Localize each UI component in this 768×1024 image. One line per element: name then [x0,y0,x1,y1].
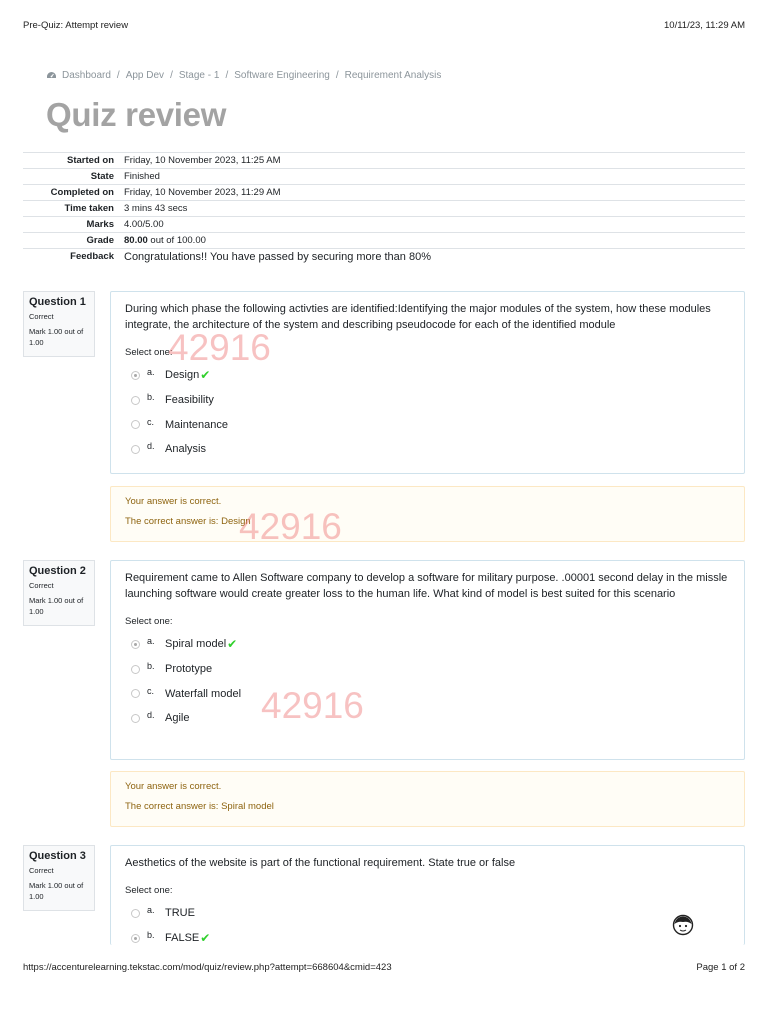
breadcrumb-dashboard[interactable]: Dashboard [62,70,111,81]
radio-button[interactable] [131,689,140,698]
answer-text: Waterfall model [165,687,242,700]
answer-list [125,632,730,731]
summary-row-marks [23,217,745,233]
answer-letter: c. [147,685,155,696]
summary-value: Friday, 10 November 2023, 11:25 AM [124,155,281,166]
answer-option[interactable] [125,363,730,388]
question-state: Correct [29,312,54,321]
answer-letter: d. [147,710,155,721]
question-info [23,560,95,626]
question-feedback [110,771,745,827]
answer-option[interactable] [125,388,730,413]
summary-row-grade [23,233,745,249]
answer-list [125,363,730,462]
question-mark: Mark 1.00 out of 1.00 [29,596,84,616]
answer-text: Design [165,369,200,382]
feedback-status: Your answer is correct. [125,496,222,507]
question-mark: Mark 1.00 out of 1.00 [29,881,84,901]
select-one-prompt: Select one: [125,347,173,358]
print-footer-page: Page 1 of 2 [696,962,745,973]
summary-value: Finished [124,171,160,182]
answer-text: Prototype [165,663,213,676]
watermark: 42916 [261,685,364,726]
summary-value [124,233,745,249]
question-number: Question 1 [29,296,86,308]
answer-option[interactable] [125,901,730,926]
answer-text: Analysis [165,443,206,456]
radio-button[interactable] [131,909,140,918]
radio-button[interactable] [131,371,140,380]
answer-option[interactable] [125,632,730,657]
summary-label: Feedback [70,251,114,262]
breadcrumb-separator: / [116,70,120,81]
breadcrumb-separator: / [335,70,339,81]
question-state: Correct [29,581,54,590]
question-content [110,845,745,945]
checkmark-icon: ✔ [200,931,211,945]
question-info [23,291,95,357]
question-info [23,845,95,911]
answer-letter: a. [147,636,155,647]
summary-label: State [90,171,114,182]
summary-row-time-taken [23,201,745,217]
watermark: 42916 [168,327,271,368]
radio-button[interactable] [131,640,140,649]
answer-letter: b. [147,392,155,403]
print-footer-url: https://accenturelearning.tekstac.com/mod/quiz/review.php?attempt=668604&cmid=423 [23,962,392,973]
answer-text: Maintenance [165,418,228,431]
breadcrumb-software-engineering[interactable]: Software Engineering [234,70,330,81]
question-mark: Mark 1.00 out of 1.00 [29,327,84,347]
answer-text: Spiral model [165,638,227,651]
answer-option[interactable] [125,657,730,682]
dashboard-gauge-icon [46,71,57,80]
answer-option[interactable] [125,681,730,706]
answer-letter: d. [147,441,155,452]
feedback-status: Your answer is correct. [125,781,222,792]
answer-option[interactable] [125,706,730,731]
select-one-prompt: Select one: [125,885,173,896]
answer-text: TRUE [165,907,195,920]
answer-option[interactable] [125,412,730,437]
answer-letter: a. [147,905,155,916]
answer-text: FALSE [165,932,200,945]
answer-text: Feasibility [165,394,214,407]
print-footer [23,962,745,976]
grade-score: 80.00 [124,235,148,246]
answer-list [125,901,730,945]
question-text: Aesthetics of the website is part of the functional requirement. State true or false [125,857,516,869]
summary-label: Marks [86,219,114,230]
radio-button[interactable] [131,445,140,454]
answer-letter: a. [147,367,155,378]
summary-label: Completed on [50,187,114,198]
breadcrumb-separator: / [225,70,229,81]
attempt-summary-table [23,152,745,265]
question-text: During which phase the following activties are identified:Identifying the major modules of the system, how these modules integrate, the architecture of the system and describing pseudocode for each of the identified module [125,303,711,331]
checkmark-icon: ✔ [200,368,211,383]
summary-value: 3 mins 43 secs [124,203,188,214]
summary-label: Time taken [64,203,114,214]
watermark: 42916 [239,506,342,547]
breadcrumb-separator: / [170,70,173,81]
question-number: Question 2 [29,565,86,577]
breadcrumb-app-dev[interactable]: App Dev [125,70,165,81]
question-text: Requirement came to Allen Software company to develop a software for military purpose. .00001 second delay in the missle launching software would create greater loss to the human life. What kind of model is best suited for this scenario [125,572,728,600]
summary-value: Friday, 10 November 2023, 11:29 AM [124,187,281,198]
answer-option[interactable] [125,437,730,462]
question-state: Correct [29,866,54,875]
summary-value: Congratulations!! You have passed by securing more than 80% [124,251,431,263]
summary-row-completed-on [23,185,745,201]
summary-label: Grade [86,235,114,246]
radio-button[interactable] [131,714,140,723]
answer-letter: b. [147,661,155,672]
breadcrumb-requirement-analysis[interactable]: Requirement Analysis [344,70,442,81]
summary-row-state [23,169,745,185]
question-content [110,291,745,474]
avatar-icon[interactable] [672,914,694,936]
question-content [110,560,745,760]
checkmark-icon: ✔ [227,637,238,652]
grade-out-of: out of 100.00 [147,235,206,246]
radio-button[interactable] [131,420,140,429]
summary-label: Started on [67,155,114,166]
summary-row-feedback [23,249,745,266]
breadcrumb [46,70,441,81]
summary-value: 4.00/5.00 [124,219,164,230]
print-header-title: Pre-Quiz: Attempt review [23,20,129,31]
print-header [23,20,745,34]
radio-button[interactable] [131,934,140,943]
answer-text: Agile [165,712,190,725]
answer-option[interactable] [125,926,730,945]
correct-answer: The correct answer is: Spiral model [125,801,274,812]
question-number: Question 3 [29,850,86,862]
summary-row-started-on [23,153,745,169]
question-feedback [110,486,745,542]
radio-button[interactable] [131,396,140,405]
radio-button[interactable] [131,665,140,674]
page-title: Quiz review [46,96,227,133]
print-header-timestamp: 10/11/23, 11:29 AM [664,20,745,31]
breadcrumb-stage-1[interactable]: Stage - 1 [178,70,220,81]
answer-letter: c. [147,416,155,427]
correct-answer: The correct answer is: Design [125,516,251,527]
answer-letter: b. [147,930,155,941]
select-one-prompt: Select one: [125,616,173,627]
